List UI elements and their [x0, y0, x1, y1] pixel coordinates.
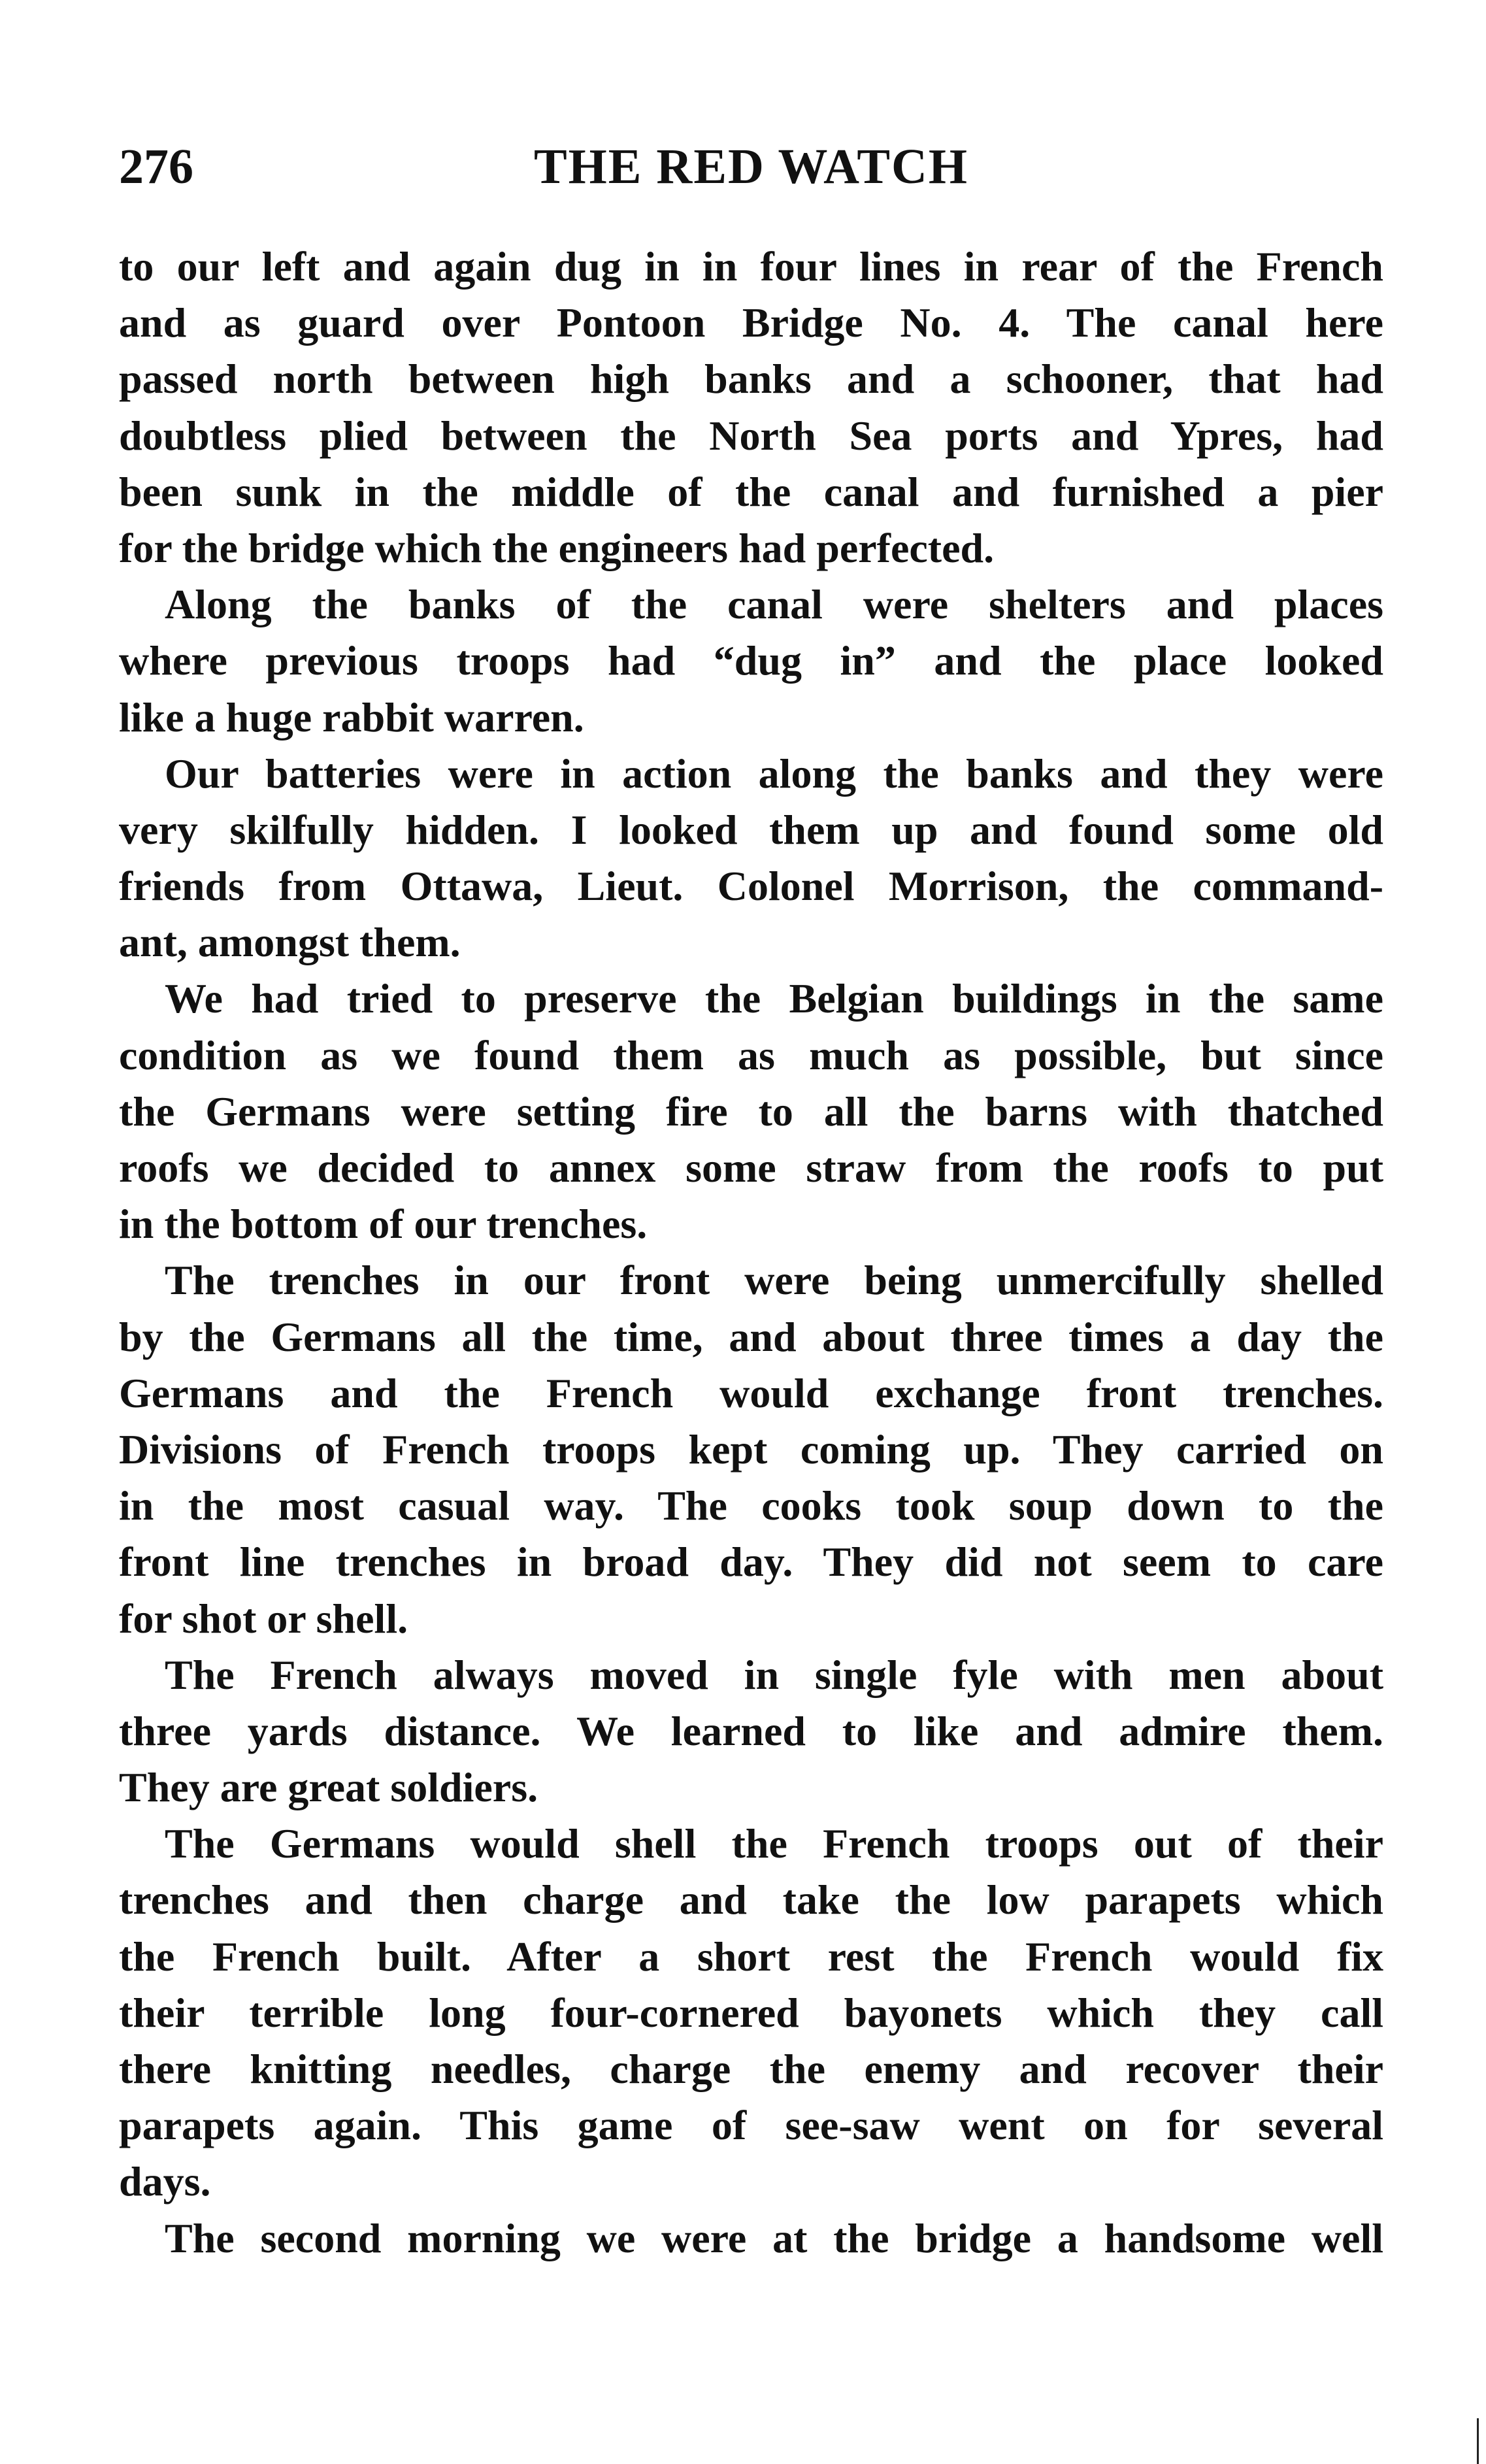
text-line: there knitting needles, charge the enemy and recover their: [119, 2046, 1383, 2092]
text-line: the Germans were setting fire to all the barns with thatched: [119, 1088, 1383, 1135]
text-line: They are great soldiers.: [119, 1764, 538, 1811]
paragraph: [119, 576, 1383, 746]
text-line: three yards distance. We learned to like and admire them.: [119, 1707, 1383, 1754]
page-header: [119, 131, 1383, 203]
page-edge-mark: [1477, 2418, 1479, 2464]
paragraph: [119, 1816, 1383, 2210]
text-line: Germans and the French would exchange front trenches.: [119, 1369, 1383, 1416]
text-line: condition as we found them as much as possible, but since: [119, 1031, 1383, 1078]
text-line: friends from Ottawa, Lieut. Colonel Morrison, the command-: [119, 863, 1383, 910]
text-line: their terrible long four-cornered bayonets which they call: [119, 1989, 1383, 2036]
text-line: like a huge rabbit warren.: [119, 693, 584, 741]
paragraph: [119, 1252, 1383, 1646]
text-line: for the bridge which the engineers had perfected.: [119, 524, 995, 571]
paragraph: [119, 239, 1383, 576]
text-line: trenches and then charge and take the low parapets which: [119, 1876, 1383, 1923]
text-line: Our batteries were in action along the banks and they were: [165, 750, 1383, 797]
text-line: been sunk in the middle of the canal and furnished a pier: [119, 468, 1383, 515]
text-line: Along the banks of the canal were shelters and places: [165, 581, 1383, 628]
paragraph: [119, 971, 1383, 1252]
text-line: to our left and again dug in in four lines in rear of the French: [119, 243, 1383, 290]
text-line: very skilfully hidden. I looked them up and found some old: [119, 806, 1383, 853]
text-line: doubtless plied between the North Sea ports and Ypres, had: [119, 412, 1383, 459]
text-line: We had tried to preserve the Belgian buildings in the same: [165, 975, 1383, 1022]
body-text: [119, 239, 1383, 2267]
text-line: The French always moved in single fyle with men about: [165, 1651, 1383, 1698]
text-line: ant, amongst them.: [119, 919, 461, 966]
text-line: The trenches in our front were being unmercifully shelled: [165, 1257, 1383, 1304]
running-head: THE RED WATCH: [533, 139, 969, 194]
text-line: by the Germans all the time, and about three times a day the: [119, 1313, 1383, 1360]
paragraph: [119, 2210, 1383, 2267]
text-line: the French built. After a short rest the French would fix: [119, 1933, 1383, 1980]
text-line: for shot or shell.: [119, 1595, 408, 1642]
text-line: parapets again. This game of see-saw went on for several: [119, 2102, 1383, 2149]
text-line: where previous troops had “dug in” and the place looked: [119, 637, 1383, 684]
text-line: in the bottom of our trenches.: [119, 1201, 648, 1248]
page-number: 276: [119, 139, 193, 194]
text-line: front line trenches in broad day. They did not seem to care: [119, 1539, 1383, 1586]
text-line: and as guard over Pontoon Bridge No. 4. The canal here: [119, 299, 1383, 346]
text-line: roofs we decided to annex some straw from the roofs to put: [119, 1144, 1383, 1191]
text-line: The Germans would shell the French troops out of their: [165, 1820, 1383, 1867]
text-line: passed north between high banks and a schooner, that had: [119, 356, 1383, 403]
text-line: The second morning we were at the bridge a handsome well: [165, 2214, 1383, 2261]
paragraph: [119, 1647, 1383, 1816]
text-line: days.: [119, 2158, 211, 2205]
text-line: in the most casual way. The cooks took soup down to the: [119, 1482, 1383, 1529]
paragraph: [119, 746, 1383, 971]
text-line: Divisions of French troops kept coming up. They carried on: [119, 1425, 1383, 1473]
